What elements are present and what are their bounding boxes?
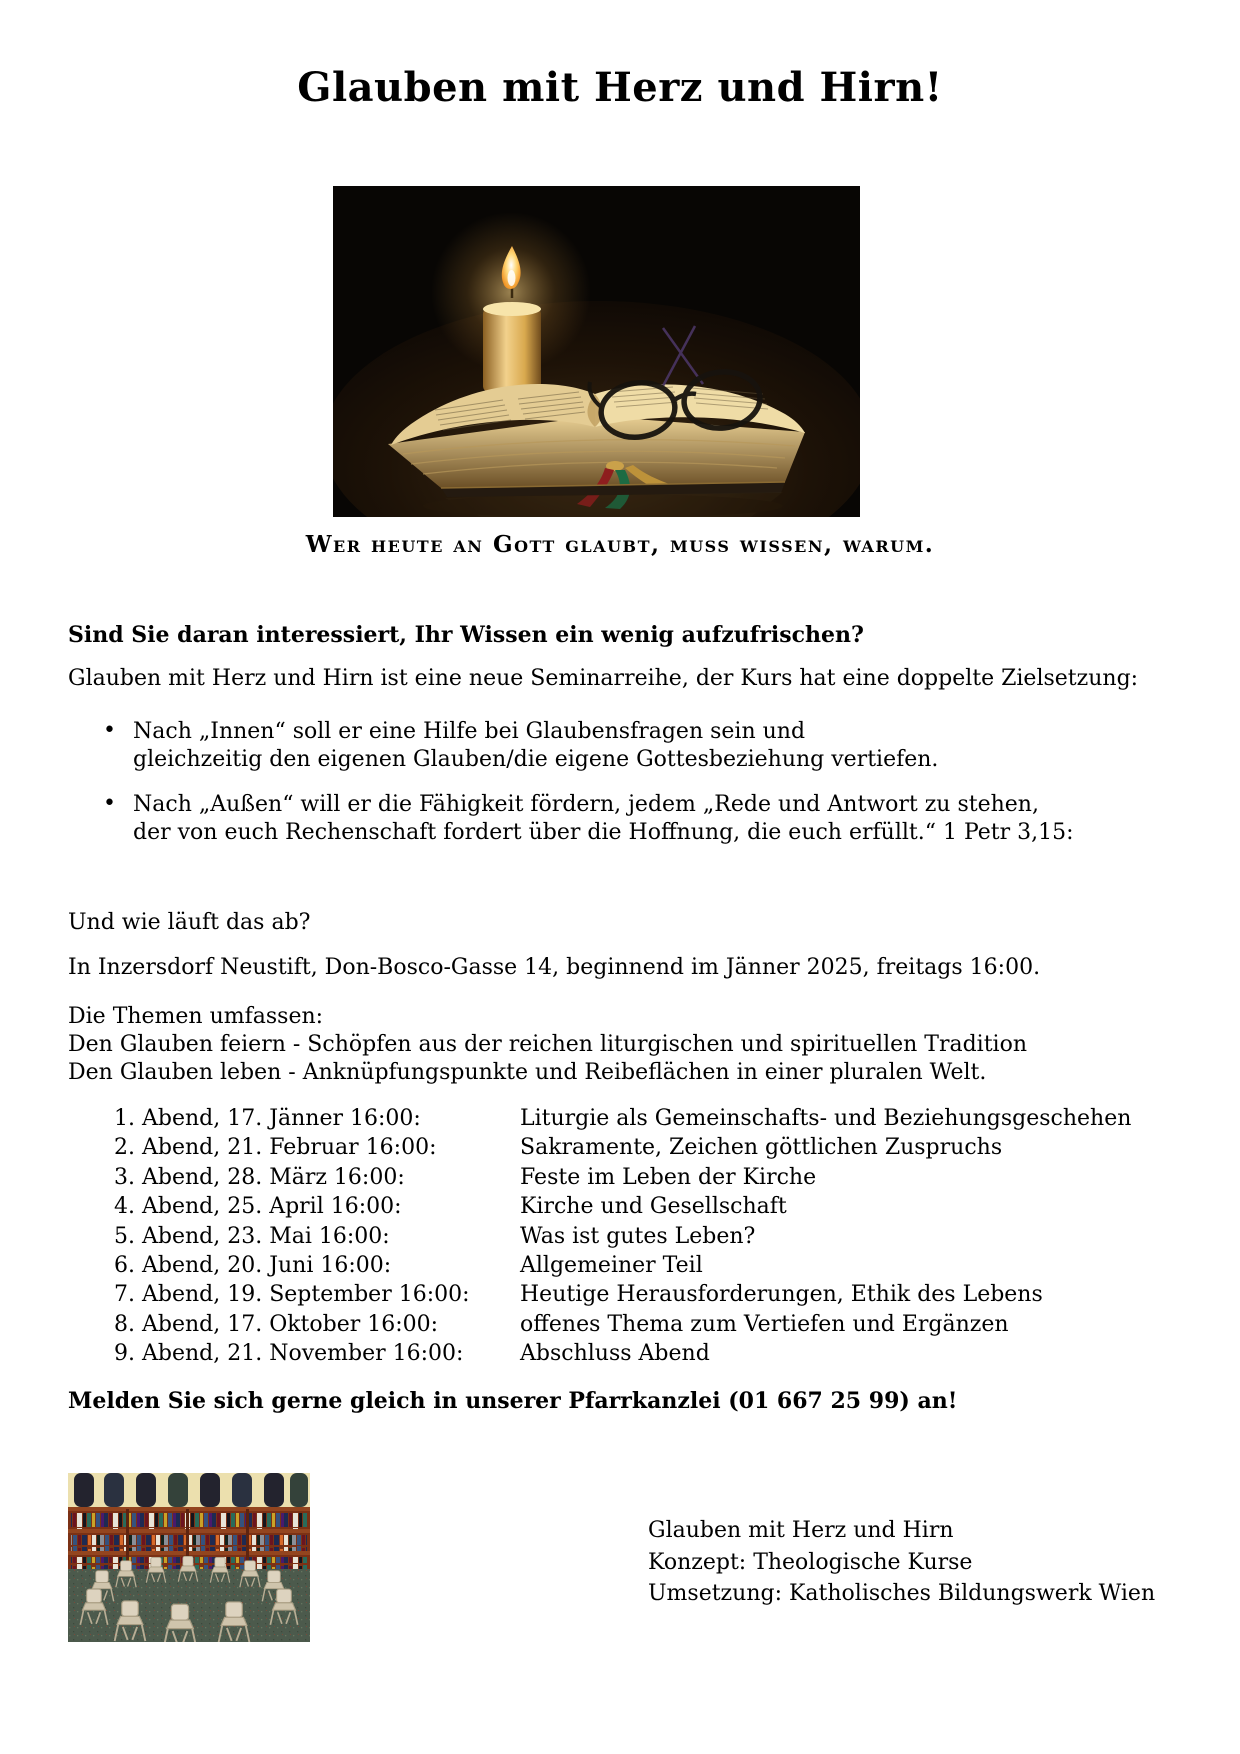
schedule-topic: Allgemeiner Teil [520,1252,703,1278]
bullet-line: Nach „Außen“ will er die Fähigkeit fördern, jedem „Rede und Antwort zu stehen, [133,792,1039,817]
schedule-topic: Kirche und Gesellschaft [520,1194,787,1220]
seminar-room-photo-graphic [68,1473,310,1642]
book-candle-photo-graphic [333,186,860,517]
schedule-topic: Liturgie als Gemeinschafts- und Beziehungsgeschehen [520,1106,1132,1131]
schedule-row [114,1311,1009,1341]
theme-line-1: Den Glauben feiern - Schöpfen aus der reichen liturgischen und spirituellen Tradition [68,1032,1027,1057]
schedule-topic: Heutige Herausforderungen, Ethik des Lebens [520,1282,1043,1308]
schedule-row [114,1282,1043,1311]
schedule-date: 4. Abend, 25. April 16:00: [114,1194,402,1220]
schedule-topic: Abschluss Abend [520,1341,710,1367]
book-candle-photo [333,186,860,517]
schedule-row [114,1135,1003,1164]
location-line: In Inzersdorf Neustift, Don-Bosco-Gasse 14, beginnend im Jänner 2025, freitags 16:00. [68,955,1041,980]
themes-heading: Die Themen umfassen: [68,1004,324,1029]
schedule-date: 2. Abend, 21. Februar 16:00: [114,1135,437,1161]
schedule-date: 1. Abend, 17. Jänner 16:00: [114,1106,421,1131]
bullet-line: Nach „Innen“ soll er eine Hilfe bei Glaubensfragen sein und [133,719,806,744]
schedule-date: 6. Abend, 20. Juni 16:00: [114,1252,392,1278]
theme-line-2: Den Glauben leben - Anknüpfungspunkte und Reibeflächen in einer pluralen Welt. [68,1060,987,1085]
credits-line-3: Umsetzung: Katholisches Bildungswerk Wien [648,1581,1156,1606]
registration-note: Melden Sie sich gerne gleich in unserer Pfarrkanzlei (01 667 25 99) an! [68,1388,958,1414]
schedule-row [114,1106,1132,1135]
schedule-row [114,1252,703,1282]
schedule-date: 9. Abend, 21. November 16:00: [114,1341,464,1367]
schedule-date: 8. Abend, 17. Oktober 16:00: [114,1311,439,1337]
credits-block [648,1518,1155,1613]
bullet-icon: • [103,718,116,743]
bullet-line: gleichzeitig den eigenen Glauben/die eigene Gottesbeziehung vertiefen. [133,747,939,772]
schedule-list [114,1106,1132,1371]
seminar-intro: Glauben mit Herz und Hirn ist eine neue Seminarreihe, der Kurs hat eine doppelte Zielsetzung: [68,666,1139,691]
schedule-row [114,1194,787,1223]
schedule-date: 3. Abend, 28. März 16:00: [114,1164,405,1190]
credits-line-1: Glauben mit Herz und Hirn [648,1518,954,1543]
page-title: Glauben mit Herz und Hirn! [297,64,943,111]
schedule-topic: Was ist gutes Leben? [520,1223,756,1249]
bullet-line: der von euch Rechenschaft fordert über die Hoffnung, die euch erfüllt.“ 1 Petr 3,15: [133,820,1074,845]
schedule-row [114,1223,756,1253]
schedule-topic: Sakramente, Zeichen göttlichen Zuspruchs [520,1135,1003,1161]
photo-caption: Wer heute an Gott glaubt, muss wissen, warum. [305,531,935,558]
bullet-icon: • [103,791,116,816]
schedule-date: 7. Abend, 19. September 16:00: [114,1282,470,1308]
schedule-topic: Feste im Leben der Kirche [520,1164,817,1190]
interest-question: Sind Sie daran interessiert, Ihr Wissen ein wenig aufzufrischen? [68,622,864,648]
schedule-row [114,1341,710,1370]
how-heading: Und wie läuft das ab? [68,910,311,935]
seminar-room-photo [68,1473,310,1642]
schedule-row [114,1164,817,1194]
schedule-date: 5. Abend, 23. Mai 16:00: [114,1223,390,1249]
credits-line-2: Konzept: Theologische Kurse [648,1549,973,1575]
schedule-topic: offenes Thema zum Vertiefen und Ergänzen [520,1311,1009,1337]
